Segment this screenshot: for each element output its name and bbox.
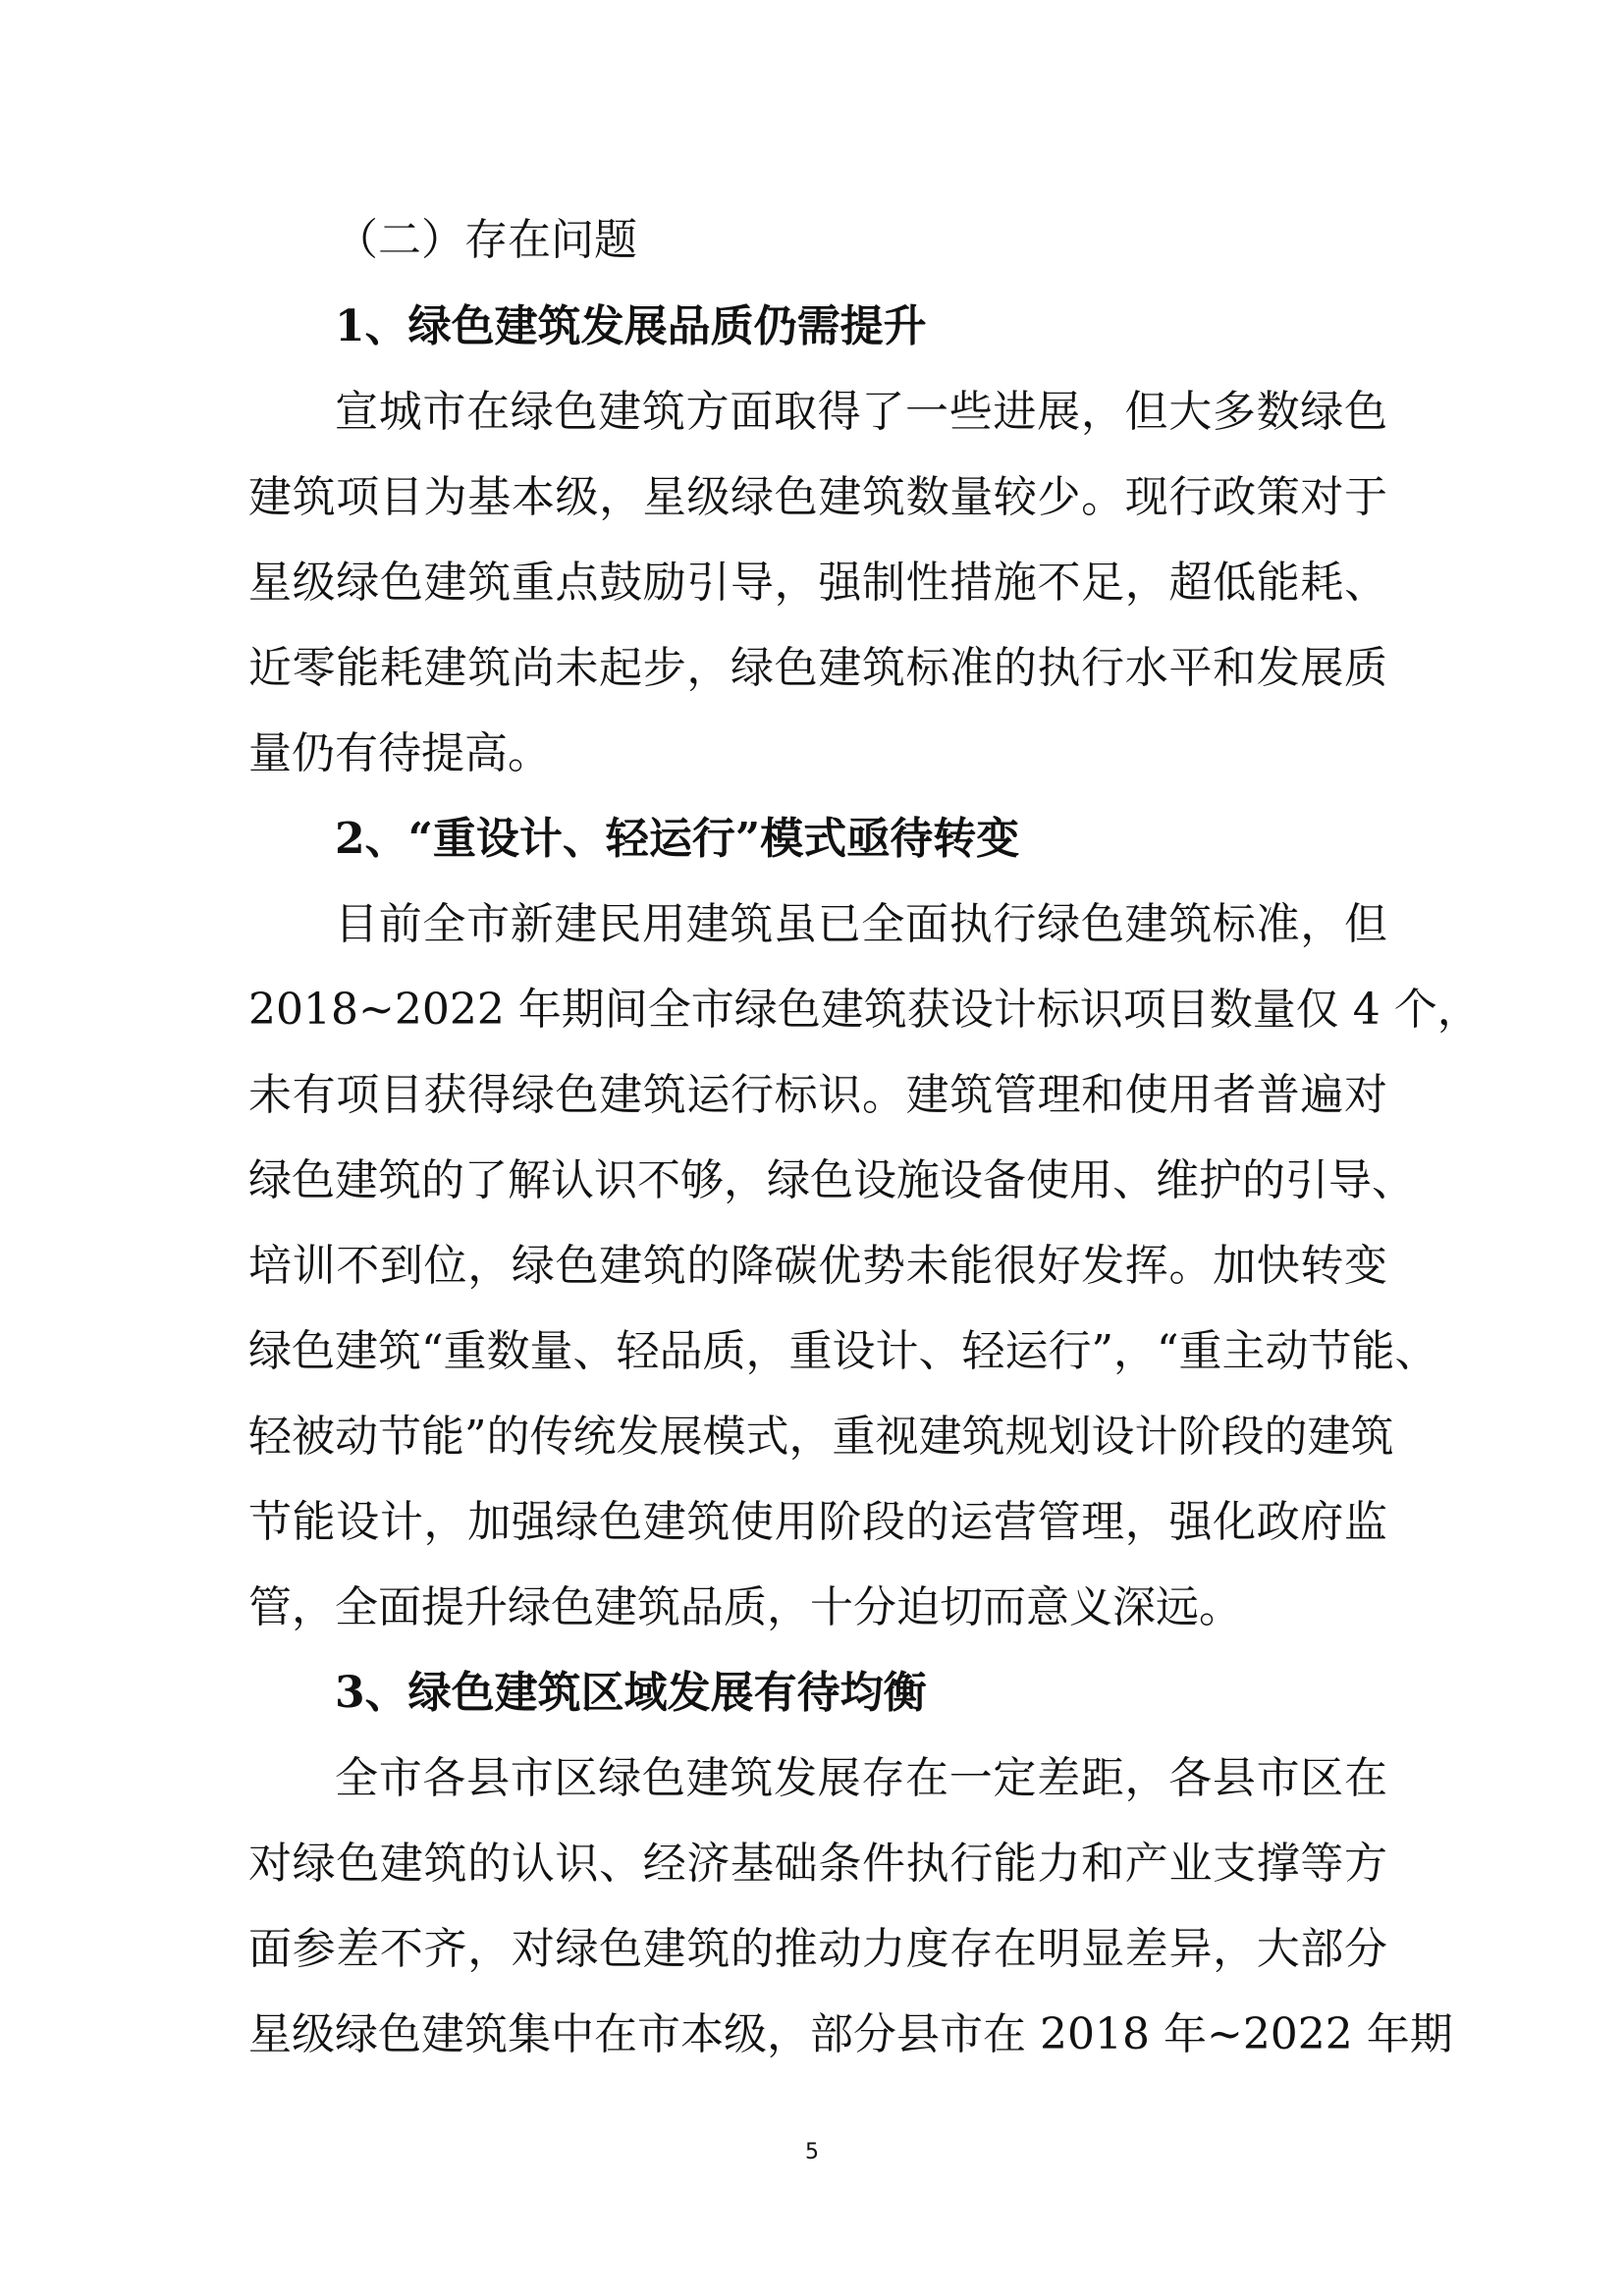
paragraph-3-line-2: 对绿色建筑的认识、经济基础条件执行能力和产业支撑等方 (248, 1839, 1387, 1889)
heading-1: 1、绿色建筑发展品质仍需提升 (335, 301, 927, 351)
paragraph-1-line-2: 建筑项目为基本级，星级绿色建筑数量较少。现行政策对于 (248, 472, 1387, 522)
paragraph-2-line-1: 目前全市新建民用建筑虽已全面执行绿色建筑标准，但 (335, 899, 1387, 949)
paragraph-3-line-3: 面参差不齐，对绿色建筑的推动力度存在明显差异，大部分 (248, 1924, 1387, 1974)
paragraph-2-line-6: 绿色建筑“重数量、轻品质，重设计、轻运行”，“重主动节能、 (248, 1326, 1438, 1376)
paragraph-1-line-3: 星级绿色建筑重点鼓励引导，强制性措施不足，超低能耗、 (248, 558, 1387, 608)
paragraph-2-line-3: 未有项目获得绿色建筑运行标识。建筑管理和使用者普遍对 (248, 1070, 1387, 1120)
paragraph-1-line-5: 量仍有待提高。 (248, 728, 551, 778)
paragraph-2-line-7: 轻被动节能”的传统发展模式，重视建筑规划设计阶段的建筑 (248, 1412, 1394, 1462)
paragraph-2-line-9: 管，全面提升绿色建筑品质，十分迫切而意义深远。 (248, 1582, 1242, 1632)
paragraph-2-line-2: 2018~2022 年期间全市绿色建筑获设计标识项目数量仅 4 个， (248, 985, 1481, 1035)
paragraph-2-line-8: 节能设计，加强绿色建筑使用阶段的运营管理，强化政府监 (248, 1497, 1387, 1547)
paragraph-3-line-4: 星级绿色建筑集中在市本级，部分县市在 2018 年~2022 年期 (248, 2009, 1453, 2059)
heading-2: 2、“重设计、轻运行”模式亟待转变 (335, 814, 1020, 864)
paragraph-2-line-4: 绿色建筑的了解认识不够，绿色设施设备使用、维护的引导、 (248, 1155, 1415, 1205)
paragraph-1-line-4: 近零能耗建筑尚未起步，绿色建筑标准的执行水平和发展质 (248, 643, 1387, 693)
section-title: （二）存在问题 (335, 215, 637, 265)
paragraph-3-line-1: 全市各县市区绿色建筑发展存在一定差距，各县市区在 (335, 1753, 1387, 1803)
paragraph-1-line-1: 宣城市在绿色建筑方面取得了一些进展，但大多数绿色 (335, 387, 1387, 437)
heading-3: 3、绿色建筑区域发展有待均衡 (335, 1668, 927, 1718)
page-number: 5 (805, 2140, 819, 2164)
paragraph-2-line-5: 培训不到位，绿色建筑的降碳优势未能很好发挥。加快转变 (248, 1241, 1387, 1291)
